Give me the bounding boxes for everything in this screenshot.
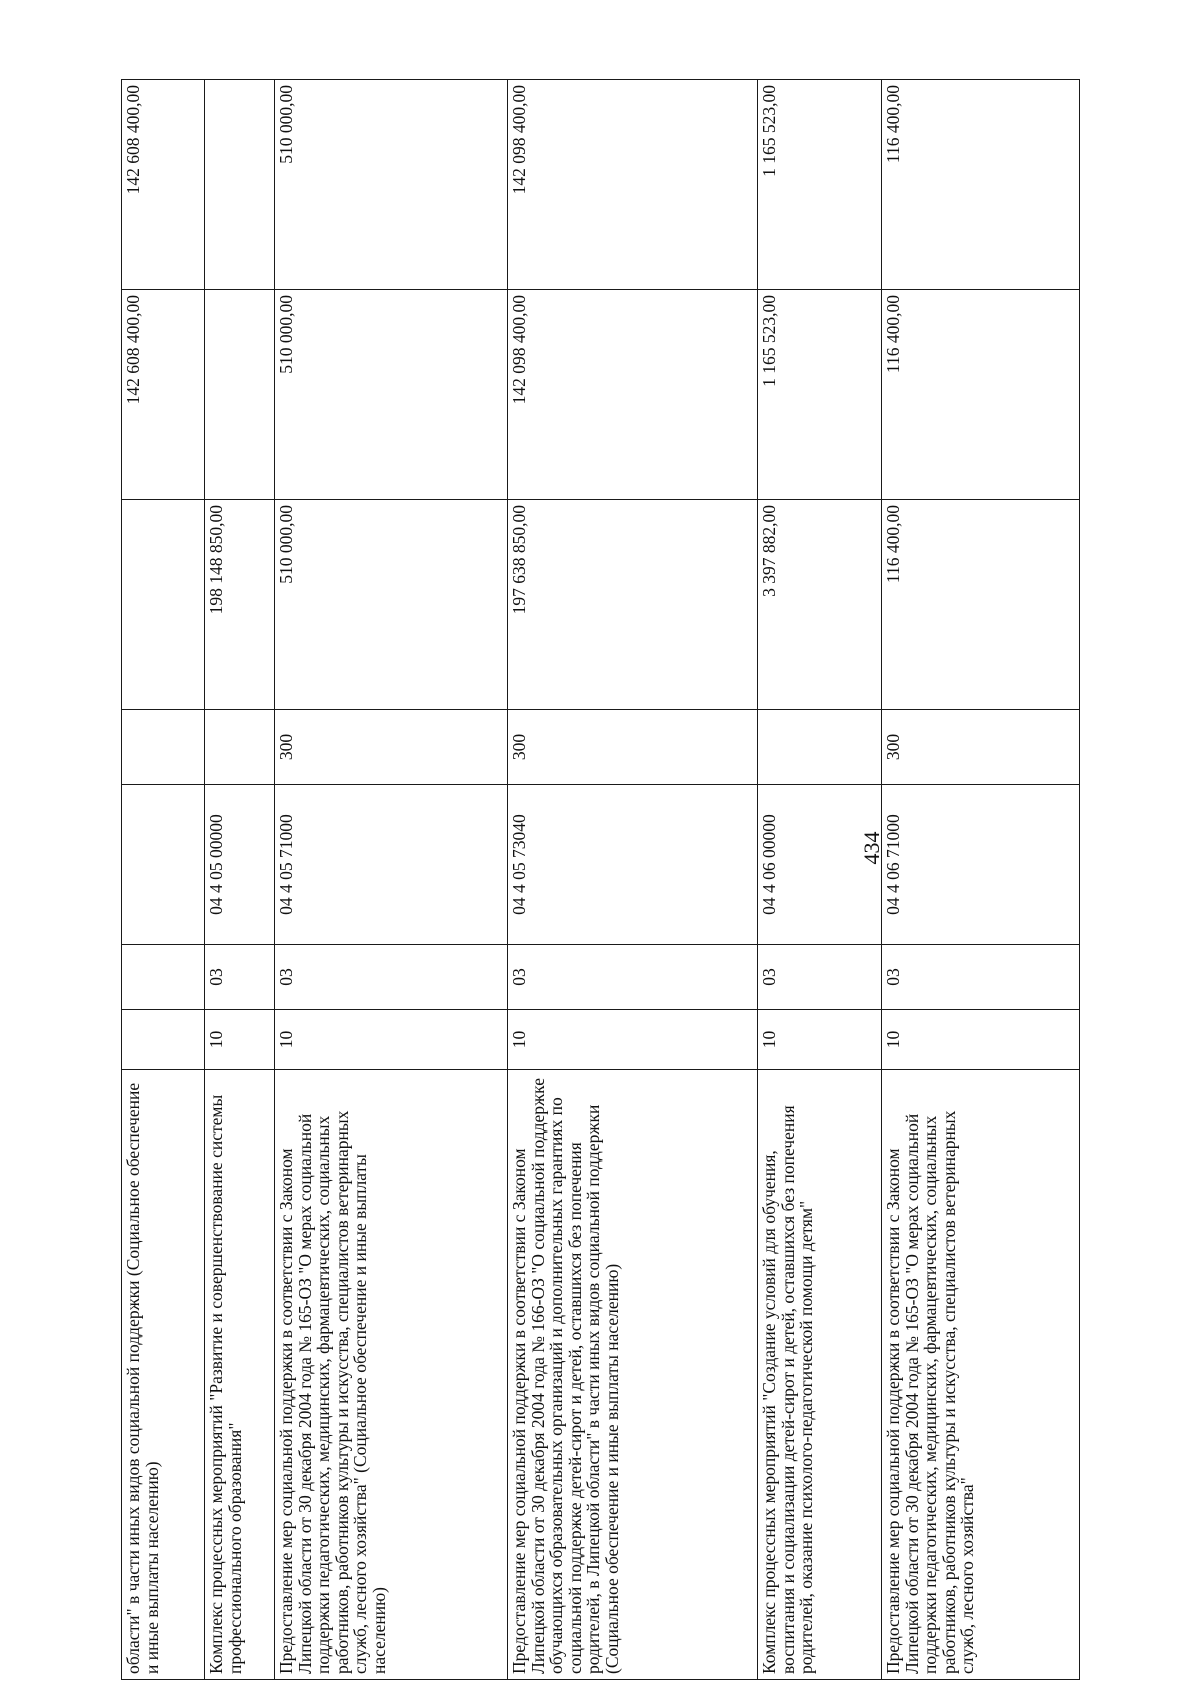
- amount-year1: 1 165 523,00: [758, 290, 882, 500]
- subsection-code: 03: [508, 945, 758, 1010]
- row-description: Комплекс процессных мероприятий "Создание условий для обучения, воспитания и социализации детей-сирот и детей, оставшихся без попечения родителей, оказание психолого-педагогической помощи детям": [758, 1070, 882, 1680]
- expense-type-code: 300: [882, 710, 1080, 785]
- amount-total: 510 000,00: [275, 500, 508, 710]
- table-row: [508, 80, 758, 1680]
- target-article-code: 04 4 06 71000: [882, 785, 1080, 945]
- amount-year2: 510 000,00: [275, 80, 508, 290]
- row-description: Предоставление мер социальной поддержки в соответствии с Законом Липецкой области от 30 декабря 2004 года № 166-ОЗ "О социальной поддержке обучающихся образовательных организаций и дополнительных гарантиях по социальной поддержке детей-сирот и детей, оставшихся без попечения родителей, в Липецкой области" в части иных видов социальной поддержки (Социальное обеспечение и иные выплаты населению): [508, 1070, 758, 1680]
- row-description: Предоставление мер социальной поддержки в соответствии с Законом Липецкой области от 30 декабря 2004 года № 165-ОЗ "О мерах социальной поддержки педагогических, медицинских, фармацевтических, социальных работников, работников культуры и искусства, специалистов ветеринарных служб, лесного хозяйства" (Социальное обеспечение и иные выплаты населению): [275, 1070, 508, 1680]
- target-article-code: 04 4 05 00000: [205, 785, 275, 945]
- amount-total: 198 148 850,00: [205, 500, 275, 710]
- page-number: 434: [859, 831, 884, 865]
- table-row: [205, 80, 275, 1680]
- section-code: 10: [882, 1010, 1080, 1070]
- row-description: Комплекс процессных мероприятий "Развитие и совершенствование системы профессионального образования": [205, 1070, 275, 1680]
- section-code: 10: [205, 1010, 275, 1070]
- section-code: [122, 1010, 205, 1070]
- target-article-code: 04 4 06 00000: [758, 785, 882, 945]
- subsection-code: 03: [205, 945, 275, 1010]
- expense-type-code: [122, 710, 205, 785]
- subsection-code: 03: [275, 945, 508, 1010]
- target-article-code: 04 4 05 73040: [508, 785, 758, 945]
- table-row: [122, 80, 205, 1680]
- target-article-code: 04 4 05 71000: [275, 785, 508, 945]
- expense-type-code: [758, 710, 882, 785]
- amount-year1: 116 400,00: [882, 290, 1080, 500]
- subsection-code: 03: [758, 945, 882, 1010]
- target-article-code: [122, 785, 205, 945]
- amount-year2: 142 098 400,00: [508, 80, 758, 290]
- row-description: Предоставление мер социальной поддержки в соответствии с Законом Липецкой области от 30 декабря 2004 года № 165-ОЗ "О мерах социальной поддержки педагогических, медицинских, фармацевтических, социальных работников, работников культуры и искусства, специалистов ветеринарных служб, лесного хозяйства": [882, 1070, 1080, 1680]
- section-code: 10: [758, 1010, 882, 1070]
- subsection-code: [122, 945, 205, 1010]
- amount-year1: 142 098 400,00: [508, 290, 758, 500]
- row-description: области" в части иных видов социальной поддержки (Социальное обеспечение и иные выплаты населению): [122, 1070, 205, 1680]
- expense-type-code: [205, 710, 275, 785]
- amount-year2: [205, 80, 275, 290]
- budget-table: [121, 79, 1080, 1680]
- amount-total: 197 638 850,00: [508, 500, 758, 710]
- amount-year1: 142 608 400,00: [122, 290, 205, 500]
- expense-type-code: 300: [275, 710, 508, 785]
- amount-year2: 142 608 400,00: [122, 80, 205, 290]
- table-row: [882, 80, 1080, 1680]
- amount-total: 116 400,00: [882, 500, 1080, 710]
- table-row: [758, 80, 882, 1680]
- amount-year1: 510 000,00: [275, 290, 508, 500]
- table-row: [275, 80, 508, 1680]
- section-code: 10: [275, 1010, 508, 1070]
- amount-year2: 116 400,00: [882, 80, 1080, 290]
- rotated-table-frame: [121, 80, 1079, 1680]
- amount-year1: [205, 290, 275, 500]
- amount-year2: 1 165 523,00: [758, 80, 882, 290]
- section-code: 10: [508, 1010, 758, 1070]
- amount-total: [122, 500, 205, 710]
- amount-total: 3 397 882,00: [758, 500, 882, 710]
- subsection-code: 03: [882, 945, 1080, 1010]
- expense-type-code: 300: [508, 710, 758, 785]
